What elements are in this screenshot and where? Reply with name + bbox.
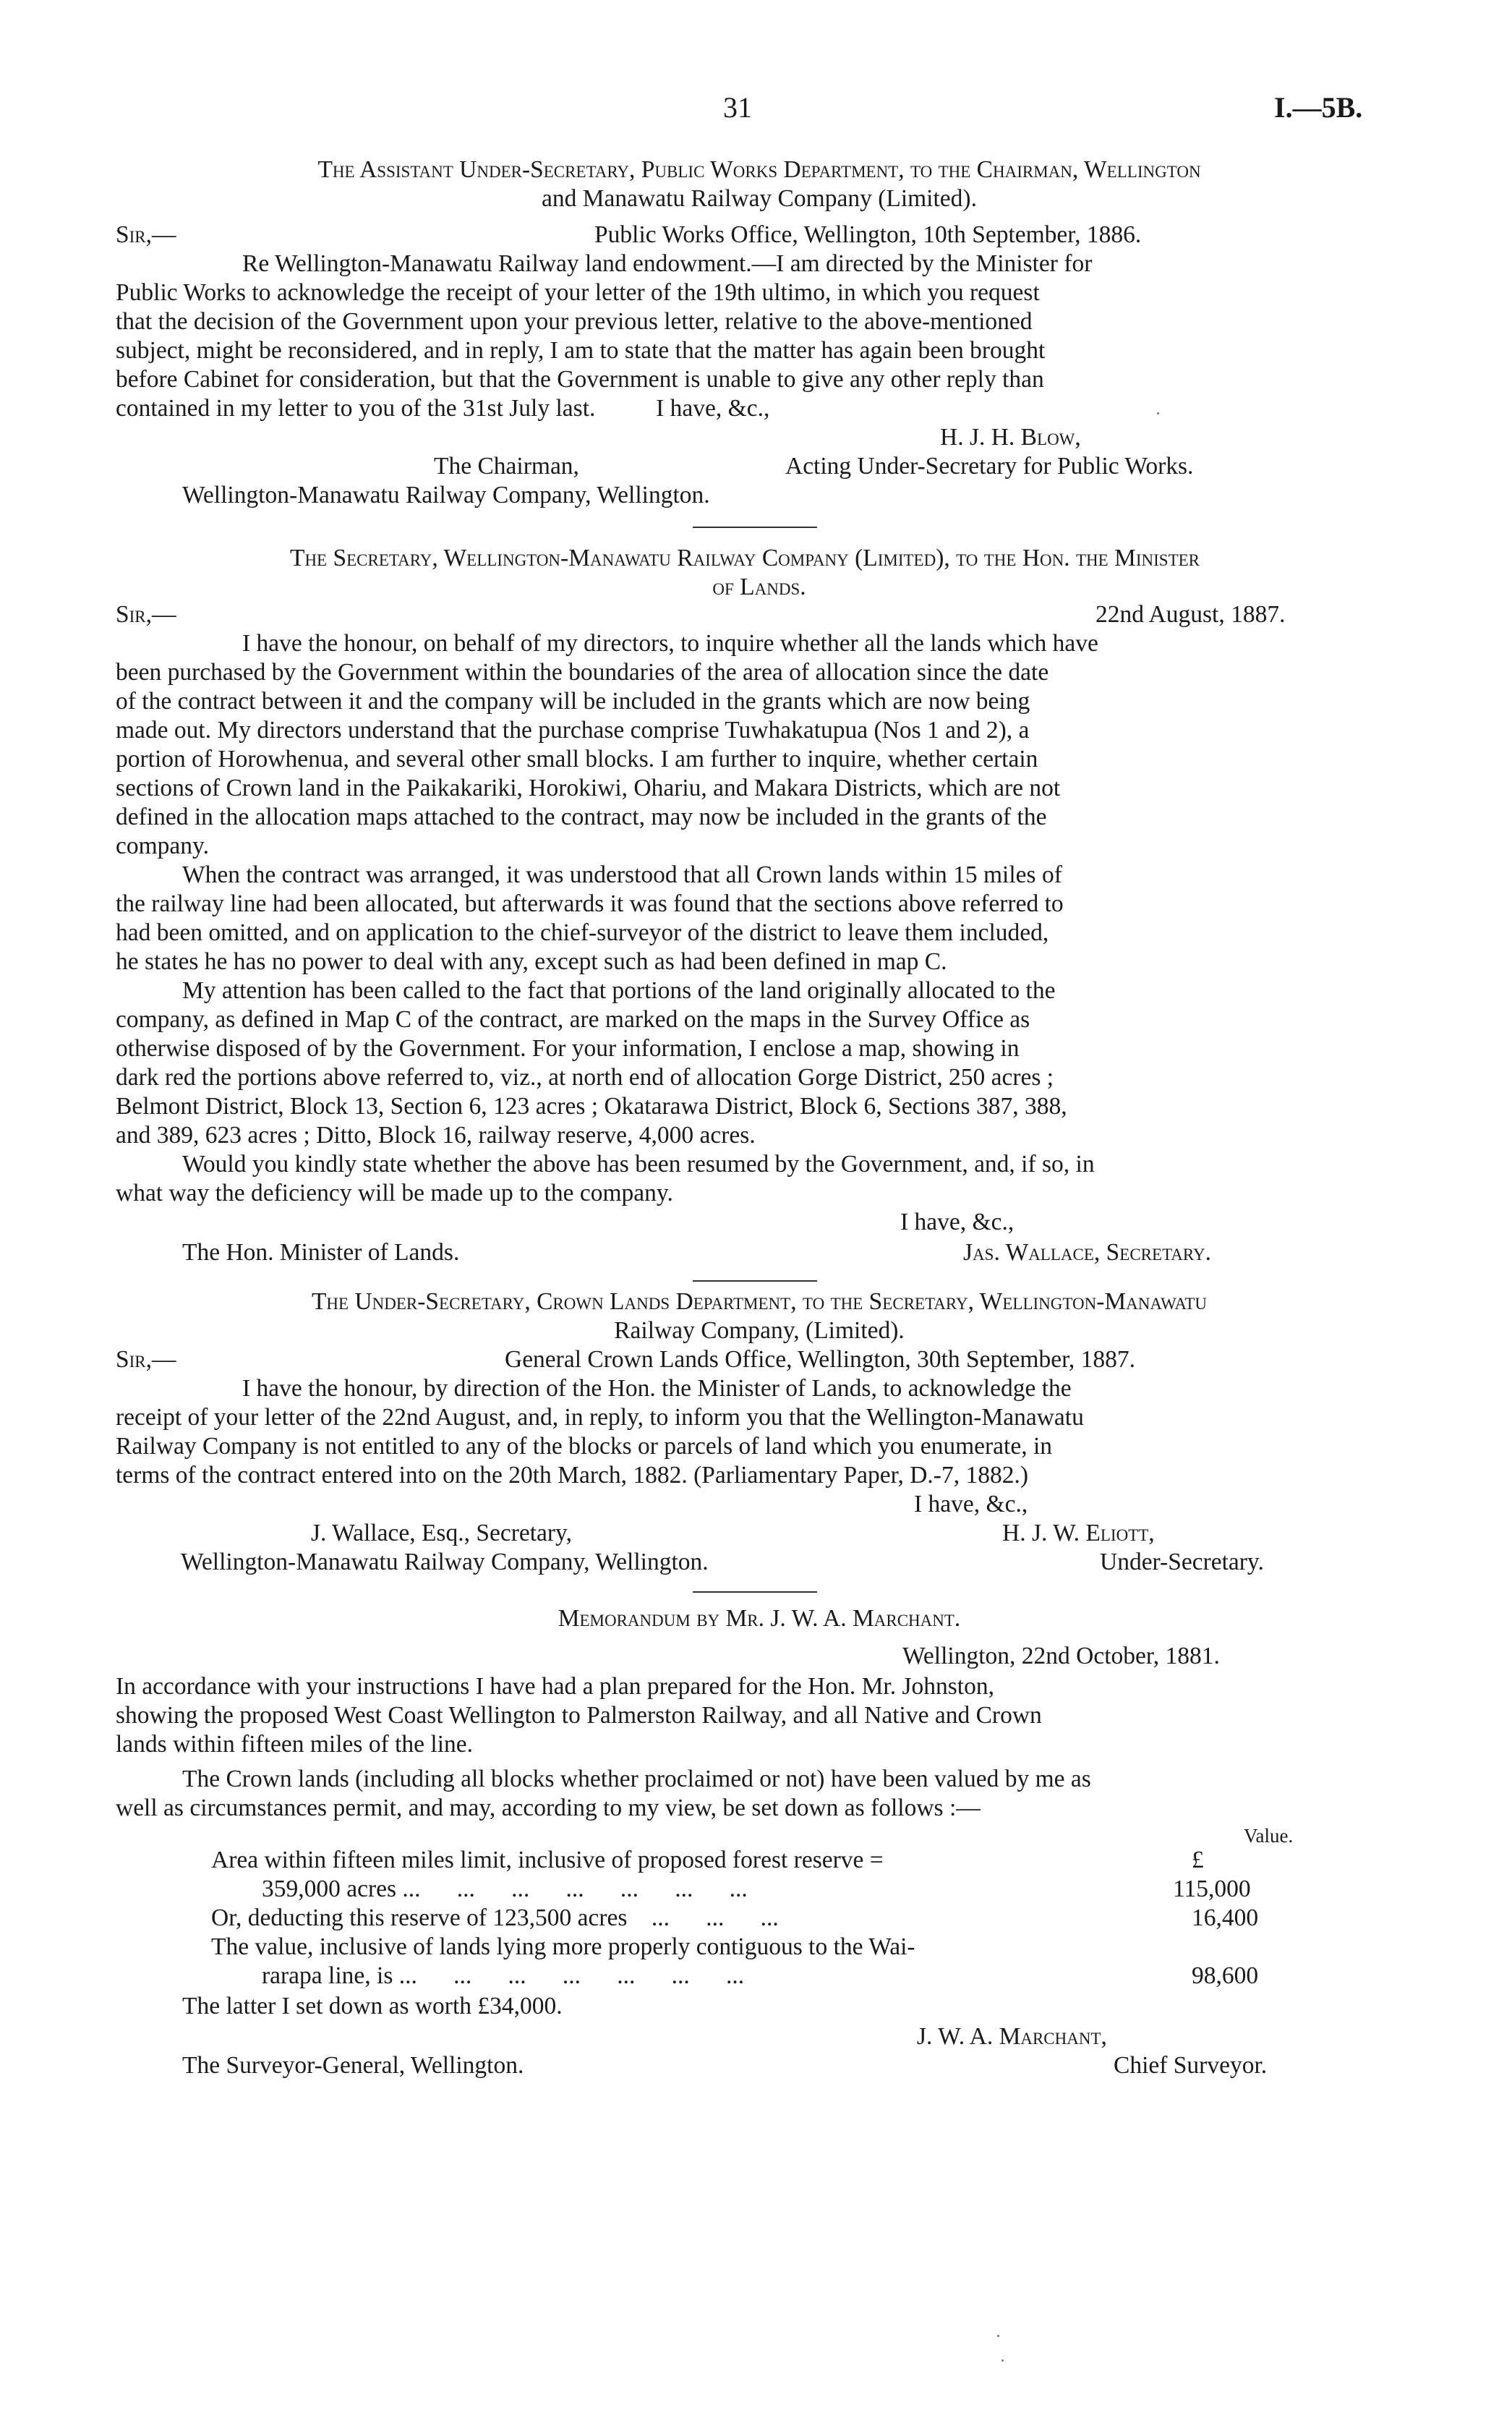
letter2-body-line: Belmont District, Block 13, Section 6, 123 acres ; Okatarawa District, Block 6, Sections 387, 388,	[116, 1093, 1067, 1120]
letter2-body-line: company, as defined in Map C of the contract, are marked on the maps in the Survey Office as	[116, 1006, 1030, 1033]
section-divider	[693, 1591, 817, 1593]
letter1-signatory-title: Acting Under-Secretary for Public Works.	[785, 453, 1194, 480]
letter3-signatory: H. J. W. Eliott,	[1002, 1520, 1155, 1546]
memo-heading: Memorandum by Mr. J. W. A. Marchant.	[558, 1605, 961, 1632]
letter2-body-line: dark red the portions above referred to, viz., at north end of allocation Gorge District, 250 acres ;	[116, 1064, 1054, 1091]
letter3-closing: I have, &c.,	[914, 1491, 1028, 1517]
letter2-closing: I have, &c.,	[900, 1209, 1015, 1235]
letter2-body-line: of the contract between it and the company will be included in the grants which are now being	[116, 688, 1030, 715]
scan-speck	[1157, 412, 1159, 414]
letter1-body-line: contained in my letter to you of the 31st July last. I have, &c.,	[116, 395, 770, 422]
section-divider	[693, 1280, 817, 1282]
letter2-body-line: company.	[116, 833, 209, 859]
letter1-heading-line1: The Assistant Under-Secretary, Public Works Department, to the Chairman, Wellington	[317, 156, 1201, 183]
letter2-body-line: made out. My directors understand that the purchase comprise Tuwhakatupua (Nos 1 and 2), a	[116, 717, 1030, 744]
letter1-body-line: that the decision of the Government upon your previous letter, relative to the above-mentioned	[116, 308, 1033, 335]
table-row-value: 98,600	[1192, 1962, 1259, 1989]
letter2-body-line: been purchased by the Government within the boundaries of the area of allocation since the date	[116, 659, 1049, 686]
page-number: 31	[723, 91, 752, 124]
memo-para2-line: The Crown lands (including all blocks whether proclaimed or not) have been valued by me as	[182, 1766, 1091, 1792]
letter2-heading-line1: The Secretary, Wellington-Manawatu Railway Company (Limited), to the Hon. the Minister	[289, 545, 1200, 571]
scan-speck	[997, 2335, 999, 2337]
memo-signatory-title: Chief Surveyor.	[1114, 2052, 1268, 2079]
letter2-salutation: Sir,—	[116, 601, 176, 628]
table-row-line1: The value, inclusive of lands lying more properly contiguous to the Wai-	[211, 1933, 915, 1960]
table-row-line2: 359,000 acres ... ... ... ... ... ... ...	[262, 1876, 748, 1902]
table-row-line2: rarapa line, is ... ... ... ... ... ... ...	[262, 1962, 745, 1989]
letter2-body-line: I have the honour, on behalf of my directors, to inquire whether all the lands which have	[242, 630, 1098, 657]
letter2-body-line: defined in the allocation maps attached to the contract, may now be included in the grants of the	[116, 804, 1047, 830]
letter2-dateline: 22nd August, 1887.	[1095, 601, 1286, 628]
letter1-salutation: Sir,—	[116, 221, 176, 248]
letter2-body-line: what way the deficiency will be made up to the company.	[116, 1180, 673, 1206]
letter1-body-line: Public Works to acknowledge the receipt of your letter of the 19th ultimo, in which you request	[116, 279, 1040, 306]
letter2-body-line: sections of Crown land in the Paikakariki, Horokiwi, Ohariu, and Makara Districts, which are not	[116, 775, 1061, 801]
letter3-salutation: Sir,—	[116, 1346, 176, 1373]
table-row-value: 16,400	[1192, 1904, 1259, 1931]
memo-para2-line: well as circumstances permit, and may, according to my view, be set down as follows :—	[116, 1795, 981, 1821]
letter2-body-line: When the contract was arranged, it was understood that all Crown lands within 15 miles of	[182, 861, 1062, 888]
letter2-heading-line2: of Lands.	[712, 574, 806, 600]
letter1-signatory: H. J. H. Blow,	[940, 424, 1081, 451]
letter2-body-line: had been omitted, and on application to the chief-surveyor of the district to leave them included,	[116, 919, 1049, 946]
letter3-addressee-line2: Wellington-Manawatu Railway Company, Wellington.	[181, 1549, 709, 1575]
letter2-body-line: he states he has no power to deal with any, except such as had been defined in map C.	[116, 948, 947, 975]
letter2-body-line: My attention has been called to the fact that portions of the land originally allocated to the	[182, 977, 1056, 1004]
memo-addressee: The Surveyor-General, Wellington.	[182, 2052, 524, 2079]
letter3-signatory-title: Under-Secretary.	[1100, 1549, 1264, 1575]
letter3-body-line: Railway Company is not entitled to any of the blocks or parcels of land which you enumerate, in	[116, 1433, 1053, 1460]
section-divider	[693, 527, 817, 528]
letter1-addressee-line2: Wellington-Manawatu Railway Company, Wellington.	[182, 482, 710, 508]
letter1-body-line: subject, might be reconsidered, and in reply, I am to state that the matter has again been brought	[116, 337, 1046, 364]
table-column-header: Value.	[1244, 1825, 1294, 1847]
letter2-body-line: the railway line had been allocated, but afterwards it was found that the sections above referred to	[116, 890, 1064, 917]
memo-conclusion: The latter I set down as worth £34,000.	[182, 1993, 563, 2019]
table-row-value: 115,000	[1173, 1876, 1251, 1902]
letter3-dateline: General Crown Lands Office, Wellington, 30th September, 1887.	[505, 1346, 1136, 1373]
letter3-heading-line1: The Under-Secretary, Crown Lands Department, to the Secretary, Wellington-Manawatu	[311, 1288, 1208, 1315]
letter1-body-line: Re Wellington-Manawatu Railway land endowment.—I am directed by the Minister for	[242, 250, 1093, 277]
letter2-signatory: Jas. Wallace, Secretary.	[963, 1239, 1211, 1266]
letter1-heading-line2: and Manawatu Railway Company (Limited).	[542, 185, 977, 212]
table-row-line1: Area within fifteen miles limit, inclusive of proposed forest reserve =	[211, 1847, 884, 1873]
letter3-body-line: terms of the contract entered into on the 20th March, 1882. (Parliamentary Paper, D.-7, 1882.)	[116, 1462, 1028, 1489]
letter2-body-line: otherwise disposed of by the Government. For your information, I enclose a map, showing in	[116, 1035, 1020, 1062]
memo-para1-line: In accordance with your instructions I have had a plan prepared for the Hon. Mr. Johnston,	[116, 1673, 994, 1700]
letter2-body-line: Would you kindly state whether the above has been resumed by the Government, and, if so, in	[182, 1151, 1095, 1178]
paper-reference: I.—5B.	[1274, 91, 1363, 124]
letter2-body-line: portion of Horowhenua, and several other small blocks. I am further to inquire, whether certain	[116, 746, 1038, 772]
scan-speck	[1001, 2359, 1004, 2362]
letter3-body-line: I have the honour, by direction of the Hon. the Minister of Lands, to acknowledge the	[242, 1375, 1072, 1402]
letter2-addressee: The Hon. Minister of Lands.	[182, 1239, 460, 1266]
letter3-body-line: receipt of your letter of the 22nd August, and, in reply, to inform you that the Wellington-Manawatu	[116, 1404, 1084, 1431]
letter1-dateline: Public Works Office, Wellington, 10th September, 1886.	[594, 221, 1142, 248]
table-currency-symbol: £	[1192, 1847, 1204, 1873]
memo-signatory: J. W. A. Marchant,	[917, 2023, 1107, 2050]
memo-dateline: Wellington, 22nd October, 1881.	[902, 1643, 1220, 1669]
table-row-line1: Or, deducting this reserve of 123,500 acres ... ... ...	[211, 1904, 779, 1931]
letter3-heading-line2: Railway Company, (Limited).	[614, 1317, 905, 1344]
memo-para1-line: showing the proposed West Coast Wellington to Palmerston Railway, and all Native and Crown	[116, 1702, 1042, 1729]
letter3-addressee-line1: J. Wallace, Esq., Secretary,	[311, 1520, 573, 1546]
letter1-addressee-line1: The Chairman,	[434, 453, 579, 480]
memo-para1-line: lands within fifteen miles of the line.	[116, 1731, 474, 1758]
letter1-body-line: before Cabinet for consideration, but that the Government is unable to give any other reply than	[116, 366, 1044, 393]
letter2-body-line: and 389, 623 acres ; Ditto, Block 16, railway reserve, 4,000 acres.	[116, 1122, 756, 1149]
